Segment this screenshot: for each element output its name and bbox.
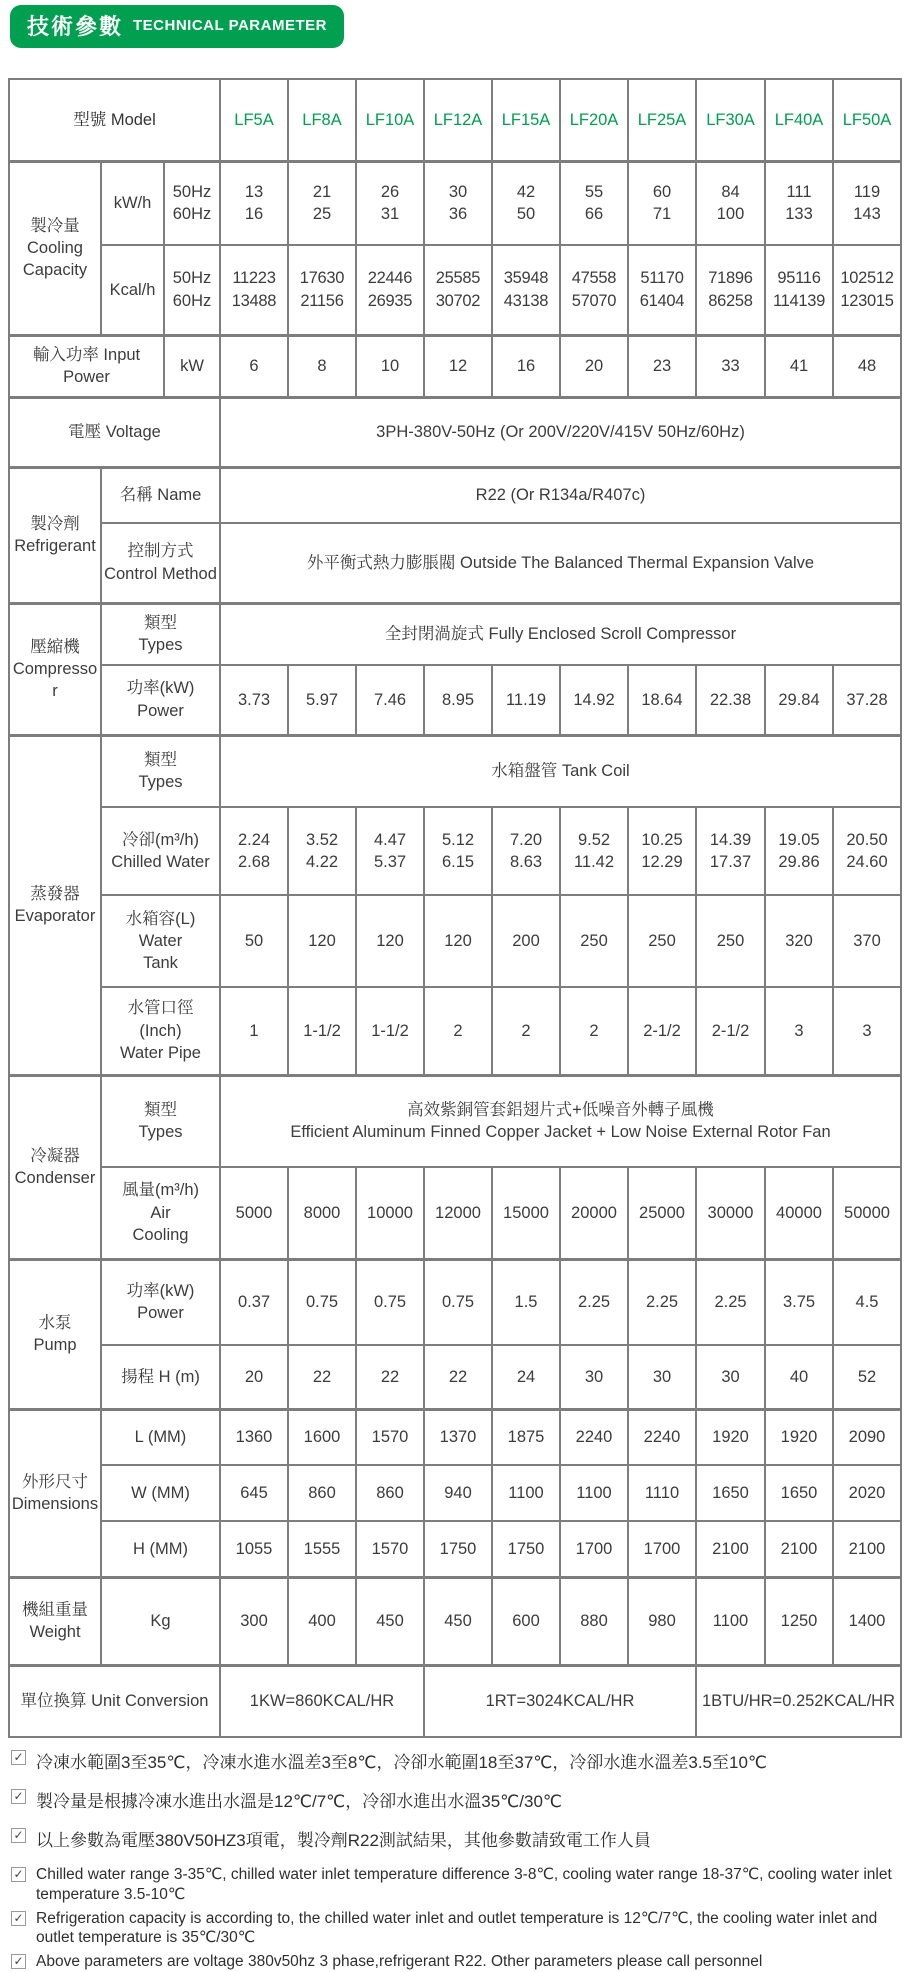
dimension-w-cell: 645 [220,1465,288,1521]
dimension-w-cell: 2020 [833,1465,901,1521]
air-cooling-cell: 8000 [288,1167,356,1259]
dimension-l-cell: 1600 [288,1409,356,1465]
water-pipe-cell: 2 [492,987,560,1075]
pump-power-cell: 0.75 [424,1259,492,1345]
table-row [9,467,901,523]
pump-power-cell: 0.75 [288,1259,356,1345]
dimension-l-cell: 1370 [424,1409,492,1465]
dimension-w-label: W (MM) [101,1465,220,1521]
weight-cell: 1100 [696,1577,765,1665]
water-tank-cell: 120 [288,895,356,987]
table-row [9,335,901,397]
condenser-group-label: 冷凝器 Condenser [9,1075,101,1259]
air-cooling-label: 風量(m³/h) Air Cooling [101,1167,220,1259]
kcal-unit-label: Kcal/h [101,245,164,335]
pump-head-cell: 30 [628,1345,696,1409]
input-power-cell: 23 [628,335,696,397]
water-pipe-cell: 1 [220,987,288,1075]
section-title-en: TECHNICAL PARAMETER [133,17,327,34]
input-power-cell: 41 [765,335,833,397]
dimension-w-cell: 1650 [696,1465,765,1521]
table-row [9,1665,901,1737]
weight-cell: 980 [628,1577,696,1665]
voltage-label: 電壓 Voltage [9,397,220,467]
chilled-water-cell: 20.50 24.60 [833,807,901,895]
pump-head-cell: 30 [560,1345,628,1409]
table-row [9,987,901,1075]
note-en-2: ✓ Refrigeration capacity is according to, the chilled water inlet and outlet temperature is 12℃/7℃, the cooling water inlet and outlet temperature is 35℃/30℃ [8,1909,906,1949]
air-cooling-cell: 10000 [356,1167,424,1259]
input-power-label: 輸入功率 Input Power [9,335,164,397]
water-tank-label: 水箱容(L) Water Tank [101,895,220,987]
water-pipe-cell: 1-1/2 [356,987,424,1075]
weight-cell: 450 [356,1577,424,1665]
input-power-cell: 6 [220,335,288,397]
weight-cell: 450 [424,1577,492,1665]
refrigerant-name-label: 名稱 Name [101,467,220,523]
air-cooling-cell: 40000 [765,1167,833,1259]
model-header-cell: LF10A [356,79,424,161]
kwh-unit-label: kW/h [101,161,164,245]
dimension-l-cell: 1920 [696,1409,765,1465]
input-power-cell: 8 [288,335,356,397]
chilled-water-cell: 5.12 6.15 [424,807,492,895]
kwh-value-cell: 60 71 [628,161,696,245]
model-header-cell: LF30A [696,79,765,161]
kwh-value-cell: 84 100 [696,161,765,245]
input-power-cell: 20 [560,335,628,397]
kwh-value-cell: 13 16 [220,161,288,245]
compressor-power-cell: 3.73 [220,665,288,735]
pump-power-cell: 0.37 [220,1259,288,1345]
dimension-h-cell: 1750 [492,1521,560,1577]
dimension-h-cell: 1700 [628,1521,696,1577]
compressor-types-value: 全封閉渦旋式 Fully Enclosed Scroll Compressor [220,603,901,665]
air-cooling-cell: 15000 [492,1167,560,1259]
air-cooling-cell: 25000 [628,1167,696,1259]
note-en-3: ✓ Above parameters are voltage 380v50hz 3 phase,refrigerant R22. Other parameters please call personnel [8,1952,906,1972]
model-header-cell: LF20A [560,79,628,161]
chilled-water-cell: 7.20 8.63 [492,807,560,895]
note-en-1: ✓ Chilled water range 3-35℃, chilled water inlet temperature difference 3-8℃, cooling water range 18-37℃, cooling water inlet temperature 3.5-10℃ [8,1865,906,1905]
chilled-water-label: 冷卻(m³/h) Chilled Water [101,807,220,895]
table-row [9,895,901,987]
kcal-value-cell: 71896 86258 [696,245,765,335]
note-zh-1: ✓ 冷凍水範圍3至35℃，冷凍水進水溫差3至8℃，冷卻水範圍18至37℃，冷卻水進水溫差3.5至10℃ [8,1748,906,1773]
kwh-value-cell: 30 36 [424,161,492,245]
weight-cell: 300 [220,1577,288,1665]
water-tank-cell: 120 [424,895,492,987]
weight-cell: 1250 [765,1577,833,1665]
frequency-label: 50Hz 60Hz [164,245,220,335]
water-pipe-cell: 3 [765,987,833,1075]
table-row [9,1259,901,1345]
water-tank-cell: 50 [220,895,288,987]
dimension-w-cell: 860 [356,1465,424,1521]
chilled-water-cell: 3.52 4.22 [288,807,356,895]
table-row [9,1075,901,1167]
unit-conversion-cell: 1KW=860KCAL/HR [220,1665,424,1737]
table-row [9,1409,901,1465]
kcal-value-cell: 51170 61404 [628,245,696,335]
pump-power-cell: 3.75 [765,1259,833,1345]
table-row [9,161,901,245]
water-pipe-cell: 3 [833,987,901,1075]
model-header-cell: LF25A [628,79,696,161]
kwh-value-cell: 55 66 [560,161,628,245]
checkbox-icon: ✓ [11,1954,26,1969]
model-header-cell: LF8A [288,79,356,161]
dimension-h-cell: 2100 [696,1521,765,1577]
input-power-cell: 48 [833,335,901,397]
dimension-l-cell: 2240 [628,1409,696,1465]
dimension-w-cell: 940 [424,1465,492,1521]
kcal-value-cell: 102512 123015 [833,245,901,335]
weight-cell: 880 [560,1577,628,1665]
kwh-value-cell: 119 143 [833,161,901,245]
note-zh-2: ✓ 製冷量是根據冷凍水進出水溫是12℃/7℃，冷卻水進出水溫35℃/30℃ [8,1787,906,1812]
chilled-water-cell: 4.47 5.37 [356,807,424,895]
compressor-power-cell: 8.95 [424,665,492,735]
weight-cell: 400 [288,1577,356,1665]
footer-notes [8,1748,906,1972]
compressor-power-cell: 22.38 [696,665,765,735]
dimension-l-cell: 1360 [220,1409,288,1465]
weight-cell: 1400 [833,1577,901,1665]
compressor-power-cell: 5.97 [288,665,356,735]
pump-head-cell: 22 [288,1345,356,1409]
refrigerant-name-value: R22 (Or R134a/R407c) [220,467,901,523]
air-cooling-cell: 30000 [696,1167,765,1259]
pump-head-label: 揚程 H (m) [101,1345,220,1409]
input-power-cell: 33 [696,335,765,397]
dimension-h-cell: 2100 [833,1521,901,1577]
checkbox-icon: ✓ [11,1911,26,1926]
compressor-types-label: 類型 Types [101,603,220,665]
refrigerant-group-label: 製冷劑 Refrigerant [9,467,101,603]
table-row [9,1345,901,1409]
compressor-power-cell: 7.46 [356,665,424,735]
technical-parameter-table [8,78,902,1738]
pump-power-cell: 2.25 [628,1259,696,1345]
air-cooling-cell: 5000 [220,1167,288,1259]
water-pipe-label: 水管口徑 (Inch) Water Pipe [101,987,220,1075]
table-row [9,523,901,603]
checkbox-icon: ✓ [11,1750,26,1765]
dimension-w-cell: 1110 [628,1465,696,1521]
pump-power-cell: 2.25 [560,1259,628,1345]
compressor-power-label: 功率(kW) Power [101,665,220,735]
air-cooling-cell: 12000 [424,1167,492,1259]
table-row [9,603,901,665]
kcal-value-cell: 22446 26935 [356,245,424,335]
dimension-h-cell: 1055 [220,1521,288,1577]
dimension-h-cell: 1555 [288,1521,356,1577]
dimension-w-cell: 860 [288,1465,356,1521]
input-power-cell: 10 [356,335,424,397]
dimension-l-cell: 2090 [833,1409,901,1465]
checkbox-icon: ✓ [11,1828,26,1843]
pump-head-cell: 30 [696,1345,765,1409]
evaporator-group-label: 蒸發器 Evaporator [9,735,101,1075]
voltage-value: 3PH-380V-50Hz (Or 200V/220V/415V 50Hz/60Hz) [220,397,901,467]
water-tank-cell: 370 [833,895,901,987]
model-header-cell: LF5A [220,79,288,161]
chilled-water-cell: 10.25 12.29 [628,807,696,895]
water-pipe-cell: 2 [424,987,492,1075]
compressor-power-cell: 14.92 [560,665,628,735]
pump-head-cell: 20 [220,1345,288,1409]
frequency-label: 50Hz 60Hz [164,161,220,245]
pump-head-cell: 52 [833,1345,901,1409]
kwh-value-cell: 42 50 [492,161,560,245]
model-header-cell: LF40A [765,79,833,161]
water-tank-cell: 250 [628,895,696,987]
pump-head-cell: 22 [356,1345,424,1409]
dimension-l-cell: 1920 [765,1409,833,1465]
input-power-unit: kW [164,335,220,397]
water-pipe-cell: 2 [560,987,628,1075]
table-row [9,245,901,335]
pump-group-label: 水泵 Pump [9,1259,101,1409]
kwh-value-cell: 111 133 [765,161,833,245]
chilled-water-cell: 14.39 17.37 [696,807,765,895]
pump-power-cell: 4.5 [833,1259,901,1345]
water-pipe-cell: 2-1/2 [696,987,765,1075]
input-power-cell: 16 [492,335,560,397]
water-tank-cell: 250 [696,895,765,987]
model-header-cell: LF50A [833,79,901,161]
table-row [9,1521,901,1577]
compressor-power-cell: 11.19 [492,665,560,735]
kcal-value-cell: 17630 21156 [288,245,356,335]
compressor-power-cell: 29.84 [765,665,833,735]
pump-power-cell: 1.5 [492,1259,560,1345]
checkbox-icon: ✓ [11,1789,26,1804]
dimension-w-cell: 1100 [492,1465,560,1521]
dimension-l-cell: 1875 [492,1409,560,1465]
compressor-group-label: 壓縮機 Compressor [9,603,101,735]
table-row [9,1465,901,1521]
dimension-l-cell: 1570 [356,1409,424,1465]
air-cooling-cell: 20000 [560,1167,628,1259]
note-zh-3: ✓ 以上參數為電壓380V50HZ3項電，製冷劑R22測試結果，其他參數請致電工作人員 [8,1826,906,1851]
dimensions-group-label: 外形尺寸 Dimensions [9,1409,101,1577]
pump-head-cell: 22 [424,1345,492,1409]
control-method-value: 外平衡式熱力膨脹閥 Outside The Balanced Thermal Expansion Valve [220,523,901,603]
model-header-cell: LF12A [424,79,492,161]
unit-conversion-cell: 1BTU/HR=0.252KCAL/HR [696,1665,901,1737]
condenser-types-label: 類型 Types [101,1075,220,1167]
compressor-power-cell: 18.64 [628,665,696,735]
dimension-h-cell: 2100 [765,1521,833,1577]
unit-conversion-label: 單位換算 Unit Conversion [9,1665,220,1737]
weight-cell: 600 [492,1577,560,1665]
kcal-value-cell: 47558 57070 [560,245,628,335]
kwh-value-cell: 26 31 [356,161,424,245]
dimension-l-label: L (MM) [101,1409,220,1465]
table-row [9,1167,901,1259]
air-cooling-cell: 50000 [833,1167,901,1259]
cooling-capacity-group-label: 製冷量 Cooling Capacity [9,161,101,335]
kwh-value-cell: 21 25 [288,161,356,245]
chilled-water-cell: 2.24 2.68 [220,807,288,895]
table-row [9,807,901,895]
dimension-h-label: H (MM) [101,1521,220,1577]
water-pipe-cell: 2-1/2 [628,987,696,1075]
kcal-value-cell: 11223 13488 [220,245,288,335]
pump-head-cell: 40 [765,1345,833,1409]
dimension-h-cell: 1570 [356,1521,424,1577]
table-row [9,79,901,161]
dimension-h-cell: 1700 [560,1521,628,1577]
weight-group-label: 機組重量 Weight [9,1577,101,1665]
dimension-l-cell: 2240 [560,1409,628,1465]
water-tank-cell: 250 [560,895,628,987]
control-method-label: 控制方式 Control Method [101,523,220,603]
model-header-cell: LF15A [492,79,560,161]
compressor-power-cell: 37.28 [833,665,901,735]
water-tank-cell: 120 [356,895,424,987]
dimension-w-cell: 1650 [765,1465,833,1521]
water-pipe-cell: 1-1/2 [288,987,356,1075]
pump-power-cell: 0.75 [356,1259,424,1345]
pump-power-cell: 2.25 [696,1259,765,1345]
water-tank-cell: 320 [765,895,833,987]
section-title-banner [10,5,344,48]
dimension-w-cell: 1100 [560,1465,628,1521]
input-power-cell: 12 [424,335,492,397]
chilled-water-cell: 9.52 11.42 [560,807,628,895]
kcal-value-cell: 35948 43138 [492,245,560,335]
table-row [9,1577,901,1665]
unit-conversion-cell: 1RT=3024KCAL/HR [424,1665,696,1737]
kcal-value-cell: 95116 114139 [765,245,833,335]
table-row [9,735,901,807]
chilled-water-cell: 19.05 29.86 [765,807,833,895]
kcal-value-cell: 25585 30702 [424,245,492,335]
water-tank-cell: 200 [492,895,560,987]
table-row [9,397,901,467]
table-row [9,665,901,735]
evaporator-types-label: 類型 Types [101,735,220,807]
evaporator-types-value: 水箱盤管 Tank Coil [220,735,901,807]
model-header-label: 型號 Model [9,79,220,161]
pump-power-label: 功率(kW) Power [101,1259,220,1345]
dimension-h-cell: 1750 [424,1521,492,1577]
section-title-zh: 技術參數 [27,14,124,39]
condenser-types-value: 高效紫銅管套鋁翅片式+低噪音外轉子風機 Efficient Aluminum Finned Copper Jacket + Low Noise External Rotor Fan [220,1075,901,1167]
checkbox-icon: ✓ [11,1867,26,1882]
weight-unit-label: Kg [101,1577,220,1665]
pump-head-cell: 24 [492,1345,560,1409]
